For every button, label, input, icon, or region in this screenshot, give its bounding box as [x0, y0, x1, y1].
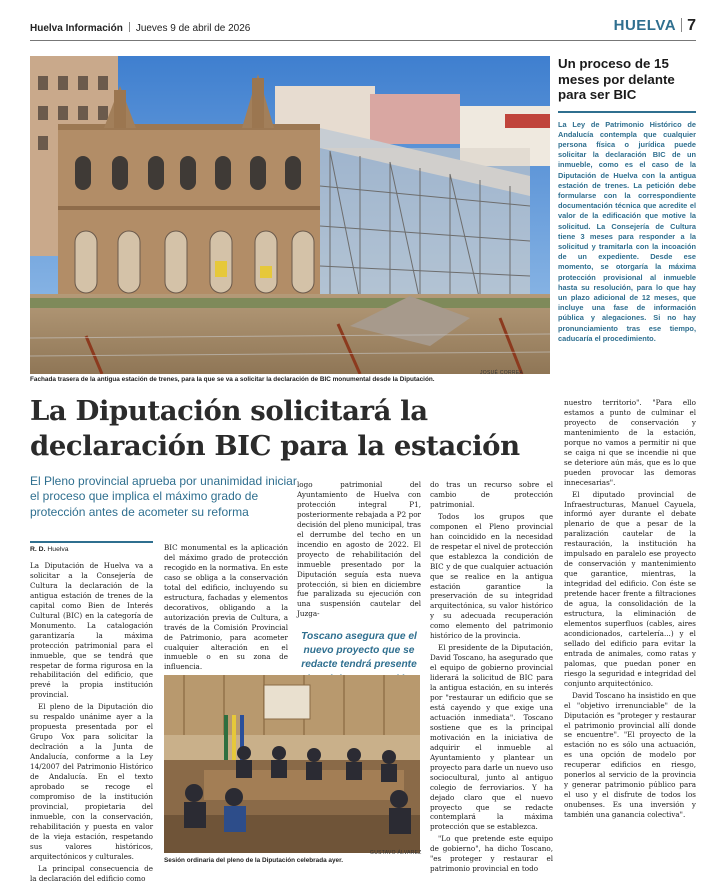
- article-column-5: [564, 398, 696, 822]
- sidebar-title: Un proceso de 15 meses por delante para ser BIC: [558, 56, 675, 102]
- header-divider: [129, 22, 130, 32]
- pull-quote: Toscano asegura que el nuevo proyecto que se redacte tendrá presente: [301, 631, 417, 671]
- byline-rule: [30, 541, 153, 543]
- header-divider: [681, 18, 682, 32]
- photo-credit: JOSUÉ CORREA: [480, 370, 524, 376]
- paragraph: La principal consecuencia de la declaración del edificio como: [30, 863, 153, 883]
- paragraph: David Toscano ha insistido en que el "objetivo irrenunciable" de la Diputación es "proteger y restaurar el patrimonio provincial allí donde se encuentre". "El proyecto de la estación no es sólo una actuación, es una opción de modelo por recuperar edificios en riesgo, ponerlos al servicio de la provincia y generar patrimonio público para el uso y el disfrute de todos los onubenses. Es una inversión y también una ganancia colectiva".: [564, 690, 696, 820]
- publication-date: Jueves 9 de abril de 2026: [135, 23, 251, 34]
- byline: [30, 546, 69, 553]
- article-column-3: [297, 480, 421, 621]
- photo-caption: Sesión ordinaria del pleno de la Diputación celebrada ayer.: [164, 857, 343, 864]
- sidebar-box: [558, 56, 696, 391]
- paragraph: El presidente de la Diputación, David Toscano, ha asegurado que el equipo de gobierno provincial liderará la solicitud de BIC para la antigua estación, en su interés por "restaurar un edificio que se está cayendo y que exige una actuación inmediata". Toscano sostiene que es la principal motivación en la iniciativa de adquirir el inmueble al Ayuntamiento y plantear un proyecto para darle un nuevo uso sociocultural, junto al antiguo colegio de ferroviarios. Y ha dejado claro que el nuevo proyecto que se redacte contemplará la máxima protección que se establezca.: [430, 643, 553, 832]
- page-number: 7: [687, 17, 696, 34]
- header-rule: [30, 40, 696, 41]
- paragraph: BIC monumental es la aplicación del máximo grado de protección recogido en la normativa. En este caso se obliga a la conservación total del edificio, incluyendo su estructura, fachadas y elementos decorativos, obligando a la autorización previa de Cultura, a través de la Comisión Provincial de Patrimonio, para acometer cualquier alteración en el inmueble o en su zona de influencia.: [164, 543, 288, 672]
- paragraph: logo patrimonial del Ayuntamiento de Huelva con protección integral P1, posteriormente rebajada a P2 por decisión del pleno municipal, tras el derrumbe del techo en un incendio en agosto de 2022. El proyecto de rehabilitación del inmueble presentado por la Diputación seguía esta nueva protección, si bien en diciembre fue paralizada su ejecución con una suspensión cautelar del Juzga-: [297, 480, 421, 619]
- plenary-session-photo: [164, 675, 420, 853]
- paragraph: Todos los grupos que componen el Pleno provincial han coincidido en la necesidad de respetar el nivel de protección que establezca la condición de BIC y de que cualquier actuación que se realice en la antigua estación garantice la preservación de su integridad arquitectónica, su valor histórico y su adecuada recuperación como elemento del patrimonio histórico de la provincia.: [430, 511, 553, 641]
- photo-caption: Fachada trasera de la antigua estación de trenes, para la que se va a solicitar la declaración de BIC monumental desde la Diputación.: [30, 376, 435, 383]
- article-subhead: El Pleno provincial aprueba por unanimidad iniciar el proceso que implica el máximo grado de protección antes de acometer su reforma: [30, 474, 297, 519]
- publication-name: Huelva Información: [30, 23, 123, 34]
- photo-credit: GUSTAVO ÁLVAREZ: [370, 850, 422, 856]
- article-column-1: [30, 561, 153, 884]
- author-name: R. D.: [30, 546, 46, 553]
- sidebar-rule: [558, 111, 696, 113]
- paragraph: "Lo que pretende este equipo de gobierno", ha dicho Toscano, "es proteger y restaurar el patrimonio provincial en todo: [430, 834, 553, 874]
- paragraph: La Diputación de Huelva va a solicitar a la Consejería de Cultura la declaración de la antigua estación de trenes de la capital como Bien de Interés Cultural (BIC) en la categoría de Monumento. La catalogación garantizaría la máxima protección patrimonial para el inmueble, que se tendrá que respetar de forma rigurosa en la rehabilitación del edificio, que prevé la propia institución provincial.: [30, 561, 153, 700]
- author-city: Huelva: [47, 546, 69, 553]
- sidebar-body: La Ley de Patrimonio Histórico de Andalucía contempla que cualquier persona física o jurídica puede solicitar la declaración BIC de un inmueble, como es el caso de la Diputación de Huelva con la antigua estación de trenes. La petición debe formularse con la correspondiente documentación técnica que acredite el valor de la edificación que motive la solicitud. La Consejería de Cultura tiene 3 meses para responder a la solicitud y tramitarla con la incoación de un expediente. Desde ese momento, se otorgaría la máxima protección provisional al inmueble hasta su resolución, para lo que hay un plazo adicional de 12 meses, que incluye una fase de información pública y alegaciones. Si no hay pronunciamiento tras ese tiempo, caducaría el procedimiento.: [558, 119, 696, 343]
- paragraph: El pleno de la Diputación dio su respaldo unánime ayer a la propuesta presentada por el Grupo Vox para solicitar la declración a la Junta de Andalucía, conforme a la Ley 14/2007 del Patrimonio Histórico de Andalucía. En el texto aprobado se recoge el compromiso de la institución provincial, propietaria del inmueble, con la conservación, rehabilitación y puesta en valor de la vieja estación, respetando sus valores históricos, arquitectónicos y culturales.: [30, 702, 153, 861]
- article-headline: La Diputación solicitará la declaración BIC para la estación: [30, 395, 520, 462]
- paragraph: nuestro territorio". "Para ello estamos a punto de culminar el proyecto de conservación y mantenimiento de la estación, porque no vamos a permitir ni que se caiga ni que se incendie ni que se deteriore aún más, que es lo que pueden provocar las demoras innecesarias".: [564, 398, 696, 487]
- paragraph: do tras un recurso sobre el cambio de protección patrimonial.: [430, 480, 553, 509]
- page-header-right: [614, 17, 696, 35]
- section-name: HUELVA: [613, 17, 677, 34]
- paragraph: El diputado provincial de Infraestructuras, Manuel Cayuela, informó ayer durante el debate plenario de que a pesar de la paralización cautelar de la restauración, la institución ha impulsado en paralelo ese proyecto de conservación y mantenimiento que garantice, mientras, la integridad del edificio. Con éste se pretende hacer frente a filtraciones de agua, la consolidación de la estructura, la eliminación de elementos superfluos (cables, aires acondicionados, cartelería...) y el sellado del edificio para evitar la entrada de animales, como ratas y palomas, que puedan poner en riesgo la seguridad e integridad del conjunto arquitectónico.: [564, 489, 696, 688]
- article-column-4: [430, 480, 553, 876]
- page-header-left: [30, 22, 250, 34]
- station-photo: [30, 56, 550, 374]
